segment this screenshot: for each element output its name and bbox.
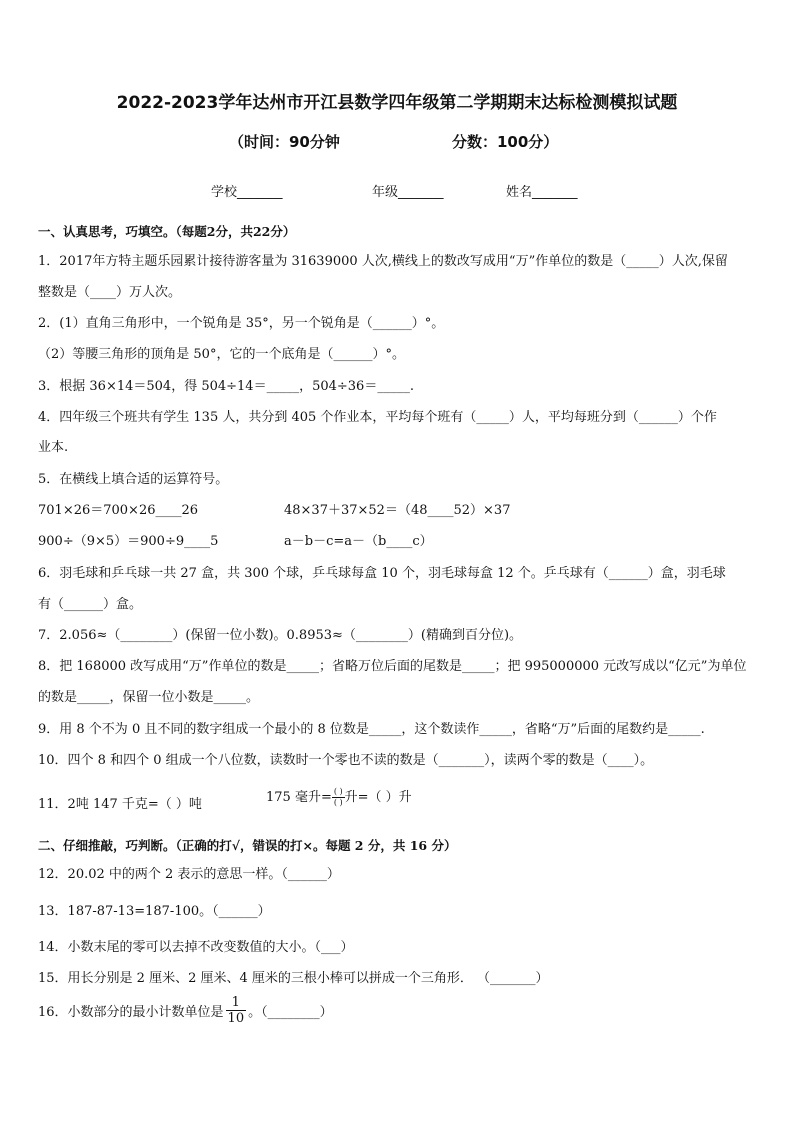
name-field: 姓名_______ [506,185,578,200]
question-11-left: 11．2吨 147 千克=（ ）吨 [38,797,202,812]
exam-score: 分数：100分） [452,133,559,151]
question-16-text: 16．小数部分的最小计数单位是 [38,1005,224,1020]
question-9: 9．用 8 个不为 0 且不同的数字组成一个最小的 8 位数是_____，这个数读作_____，省略“万”后面的尾数约是_____. [38,722,705,737]
grade-field: 年级_______ [372,185,444,200]
question-5-row-2-right: a－b－c=a－（b____c） [284,534,433,549]
exam-time: （时间：90分钟 [229,133,340,151]
question-3: 3．根据 36×14＝504，得 504÷14＝_____，504÷36＝_____. [38,379,414,394]
question-8-line-1: 8．把 168000 改写成用“万”作单位的数是_____；省略万位后面的尾数是_____；把 995000000 元改写成以“亿元”为单位 [38,659,747,674]
question-2-line-2: （2）等腰三角形的顶角是 50°，它的一个底角是（______）°。 [38,347,405,362]
question-11-unit-text: 升=（ ）升 [344,790,412,805]
fraction-denominator: ( ) [333,798,343,807]
question-1-line-2: 整数是（____）万人次。 [38,285,182,300]
question-11-right [266,786,412,807]
question-10: 10．四个 8 和四个 0 组成一个八位数，读数时一个零也不读的数是（_______），读两个零的数是（____）。 [38,753,654,768]
question-11-fraction [332,788,345,807]
fraction-numerator: 1 [226,996,247,1011]
question-8-line-2: 的数是_____，保留一位小数是_____。 [38,690,260,705]
fraction-denominator: 10 [227,1011,245,1026]
question-1-line-1: 1．2017年方特主题乐园累计接待游客量为 31639000 人次,横线上的数改写成用“万”作单位的数是（_____）人次,保留 [38,254,728,269]
section-heading-judgement: 二、仔细推敲，巧判断。（正确的打√，错误的打×。每题 2 分，共 16 分） [38,838,457,853]
question-6-line-2: 有（______）盒。 [38,597,143,612]
question-11-ml-text: 175 毫升= [266,790,332,805]
question-12: 12．20.02 中的两个 2 表示的意思一样。（______） [38,867,340,882]
question-16-fraction [226,996,247,1025]
section-heading-fill-in: 一、认真思考，巧填空。（每题2分，共22分） [38,224,296,239]
question-4-line-1: 4．四年级三个班共有学生 135 人，共分到 405 个作业本，平均每个班有（_____）人，平均每班分到（______）个作 [38,410,717,425]
question-15: 15．用长分别是 2 厘米、2 厘米、4 厘米的三根小棒可以拼成一个三角形． （_______） [38,971,549,986]
question-2-line-1: 2．(1）直角三角形中，一个锐角是 35°，另一个锐角是（______）°。 [38,316,445,331]
school-field: 学校_______ [211,185,283,200]
question-5: 5．在横线上填合适的运算符号。 [38,472,229,487]
fraction-numerator: ( ) [333,787,343,796]
question-5-row-1-left: 701×26＝700×26____26 [38,503,199,518]
question-14: 14．小数末尾的零可以去掉不改变数值的大小。（___） [38,940,354,955]
question-13: 13．187-87-13=187-100。（______） [38,904,271,919]
question-6-line-1: 6．羽毛球和乒乓球一共 27 盒，共 300 个球，乒乓球每盒 10 个，羽毛球每盒 12 个。乒乓球有（______）盒，羽毛球 [38,566,726,581]
page-title: 2022-2023学年达州市开江县数学四年级第二学期期末达标检测模拟试题 [116,93,678,113]
question-16 [38,996,333,1025]
question-7: 7．2.056≈（________）(保留一位小数)。0.8953≈（________）(精确到百分位)。 [38,628,523,643]
question-5-row-2-left: 900÷（9×5）＝900÷9____5 [38,534,219,549]
question-4-line-2: 业本. [38,440,69,455]
question-5-row-1-right: 48×37＋37×52＝（48____52）×37 [284,503,511,518]
question-16-answer: 。（________） [248,1005,333,1020]
